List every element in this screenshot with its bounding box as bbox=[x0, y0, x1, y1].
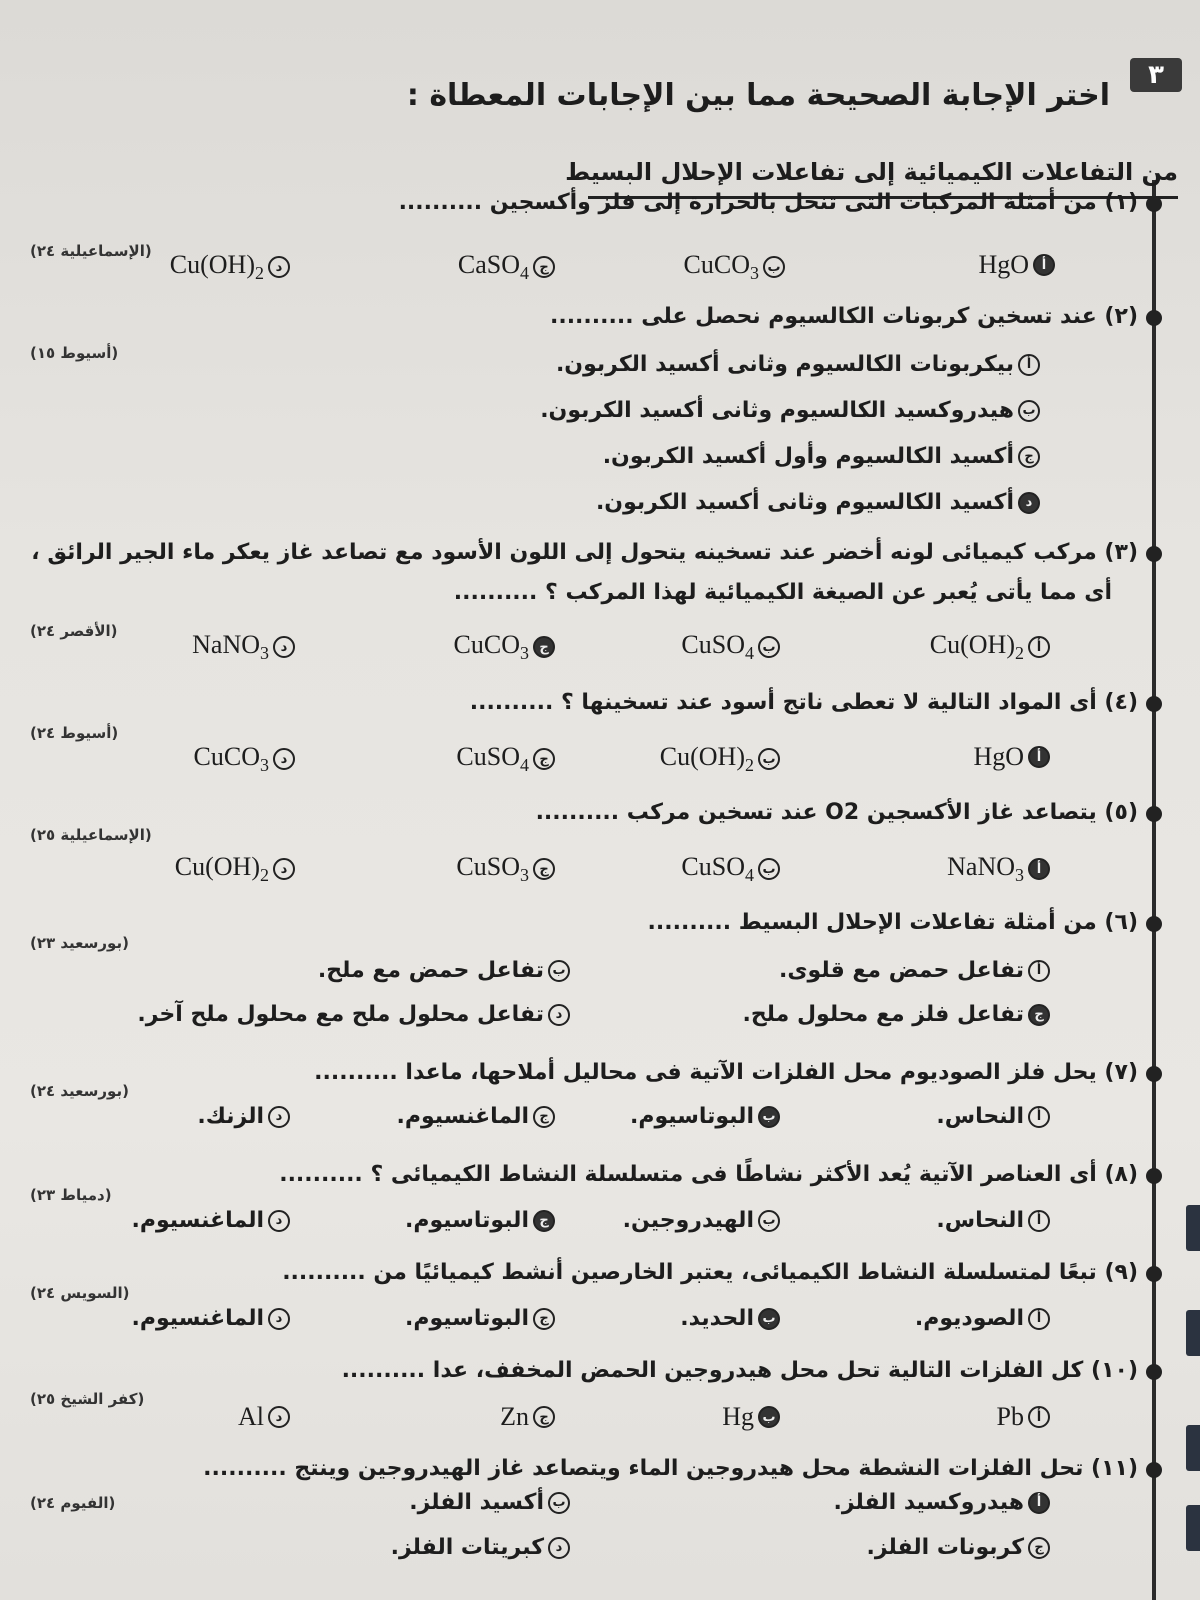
option-marker[interactable]: د bbox=[268, 1406, 290, 1428]
question-source: (الإسماعيلية ٢٥) bbox=[30, 826, 152, 844]
answer-option[interactable] bbox=[132, 1306, 290, 1331]
option-text: النحاس. bbox=[936, 1208, 1024, 1233]
question-text: (١) من أمثلة المركبات التى تنحل بالحرارة إلى فلز وأكسجين .......... bbox=[398, 190, 1138, 215]
question-bullet bbox=[1146, 196, 1162, 212]
answer-option[interactable] bbox=[915, 1306, 1050, 1331]
option-text: هيدروكسيد الكالسيوم وثانى أكسيد الكربون. bbox=[540, 398, 1014, 423]
option-text: أكسيد الكالسيوم وأول أكسيد الكربون. bbox=[602, 444, 1014, 469]
question-source: (الفيوم ٢٤) bbox=[30, 1494, 116, 1512]
exercise-title: اختر الإجابة الصحيحة مما بين الإجابات المعطاة : bbox=[406, 78, 1110, 113]
option-text: الماغنسيوم. bbox=[131, 1208, 264, 1233]
answer-option[interactable] bbox=[997, 1402, 1050, 1432]
option-marker[interactable]: أ bbox=[1028, 1492, 1050, 1514]
option-text: تفاعل حمض مع ملح. bbox=[317, 958, 544, 983]
option-marker[interactable]: د bbox=[1018, 492, 1040, 514]
option-text: أكسيد الفلز. bbox=[409, 1490, 544, 1515]
option-text: تفاعل حمض مع قلوى. bbox=[779, 958, 1024, 983]
binding-line bbox=[1152, 180, 1156, 1600]
option-marker[interactable]: أ bbox=[1028, 1308, 1050, 1330]
answer-option[interactable] bbox=[194, 742, 295, 776]
section-title: من التفاعلات الكيميائية إلى تفاعلات الإحلال البسيط bbox=[565, 158, 1178, 186]
option-marker[interactable]: ب bbox=[1018, 400, 1040, 422]
answer-option[interactable] bbox=[660, 742, 780, 776]
answer-option[interactable] bbox=[680, 1306, 780, 1331]
question-text-cont: أى مما يأتى يُعبر عن الصيغة الكيميائية لهذا المركب ؟ .......... bbox=[453, 580, 1112, 605]
option-text: أكسيد الكالسيوم وثانى أكسيد الكربون. bbox=[595, 490, 1014, 515]
page-edge-tab bbox=[1186, 1505, 1200, 1551]
option-text: CuCO$_3$ bbox=[453, 630, 529, 664]
option-text: HgO bbox=[973, 742, 1024, 771]
page-edge-tab bbox=[1186, 1425, 1200, 1471]
question-bullet bbox=[1146, 1266, 1162, 1282]
answer-option[interactable] bbox=[175, 852, 295, 886]
question-text: (١٠) كل الفلزات التالية تحل محل هيدروجين الحمض المخفف، عدا .......... bbox=[341, 1358, 1138, 1383]
exercise-number-badge: ٣ bbox=[1130, 58, 1182, 92]
answer-option[interactable] bbox=[978, 250, 1055, 280]
option-text: البوتاسيوم. bbox=[630, 1104, 754, 1129]
answer-option[interactable] bbox=[742, 1002, 1050, 1027]
answer-option[interactable] bbox=[454, 630, 555, 664]
option-text: $Cu(OH)_2$ bbox=[169, 250, 264, 284]
option-text: Hg bbox=[722, 1402, 754, 1431]
option-text: HgO bbox=[978, 250, 1029, 279]
answer-option[interactable] bbox=[596, 490, 1040, 515]
option-text: الماغنسيوم. bbox=[131, 1306, 264, 1331]
option-marker[interactable]: ب bbox=[758, 858, 780, 880]
option-marker[interactable]: أ bbox=[1028, 636, 1050, 658]
answer-option[interactable] bbox=[947, 852, 1050, 886]
question-bullet bbox=[1146, 1364, 1162, 1380]
question-text: (١١) تحل الفلزات النشطة محل هيدروجين الماء ويتصاعد غاز الهيدروجين وينتج .......... bbox=[203, 1456, 1138, 1481]
option-marker[interactable]: ج bbox=[533, 636, 555, 658]
option-text: كبريتات الفلز. bbox=[390, 1535, 544, 1560]
option-text: البوتاسيوم. bbox=[405, 1306, 529, 1331]
option-text: Al bbox=[238, 1402, 264, 1431]
question-text: (٣) مركب كيميائى لونه أخضر عند تسخينه يتحول إلى اللون الأسود مع تصاعد غاز يعكر ماء الجير الرائق ، bbox=[31, 540, 1138, 565]
option-text: تفاعل فلز مع محلول ملح. bbox=[742, 1002, 1024, 1027]
option-text: تفاعل محلول ملح مع محلول ملح آخر. bbox=[137, 1002, 544, 1027]
page-edge-tab bbox=[1186, 1205, 1200, 1251]
option-marker[interactable]: أ bbox=[1028, 858, 1050, 880]
option-marker[interactable]: أ bbox=[1028, 960, 1050, 982]
question-text: (٩) تبعًا لمتسلسلة النشاط الكيميائى، يعتبر الخارصين أنشط كيميائيًا من .......... bbox=[282, 1260, 1138, 1285]
option-text: NaNO$_3$ bbox=[192, 630, 269, 664]
answer-option[interactable] bbox=[405, 1306, 555, 1331]
option-text: الحديد. bbox=[680, 1306, 754, 1331]
answer-option[interactable] bbox=[936, 1104, 1050, 1129]
answer-option[interactable] bbox=[409, 1490, 570, 1515]
answer-option[interactable] bbox=[132, 1208, 290, 1233]
question-text: (٨) أى العناصر الآتية يُعد الأكثر نشاطًا فى متسلسلة النشاط الكيميائى ؟ .......... bbox=[279, 1162, 1138, 1187]
option-marker[interactable]: ج bbox=[1018, 446, 1040, 468]
question-bullet bbox=[1146, 310, 1162, 326]
answer-option[interactable] bbox=[684, 250, 785, 284]
option-text: $Cu(OH)_2$ bbox=[659, 742, 754, 776]
question-bullet bbox=[1146, 916, 1162, 932]
answer-option[interactable] bbox=[170, 250, 290, 284]
option-text: $Cu(OH)_2$ bbox=[174, 852, 269, 886]
question-source: (كفر الشيخ ٢٥) bbox=[30, 1390, 145, 1408]
question-text: (٥) يتصاعد غاز الأكسجين O2 عند تسخين مركب .......... bbox=[535, 800, 1138, 825]
question-text: (٧) يحل فلز الصوديوم محل الفلزات الآتية فى محاليل أملاحها، ماعدا .......... bbox=[314, 1060, 1138, 1085]
option-marker[interactable]: ج bbox=[533, 256, 555, 278]
answer-option[interactable] bbox=[318, 958, 570, 983]
question-text: (٢) عند تسخين كربونات الكالسيوم نحصل على .......... bbox=[549, 304, 1138, 329]
option-marker[interactable]: أ bbox=[1028, 1106, 1050, 1128]
answer-option[interactable] bbox=[137, 1002, 570, 1027]
option-marker[interactable]: د bbox=[273, 636, 295, 658]
option-text: CuSO$_4$ bbox=[681, 630, 754, 664]
option-marker[interactable]: ج bbox=[1028, 1537, 1050, 1559]
answer-option[interactable] bbox=[556, 352, 1040, 377]
answer-option[interactable] bbox=[197, 1104, 290, 1129]
option-text: البوتاسيوم. bbox=[405, 1208, 529, 1233]
option-text: CuSO$_3$ bbox=[456, 852, 529, 886]
answer-option[interactable] bbox=[681, 630, 780, 664]
option-marker[interactable]: د bbox=[268, 1210, 290, 1232]
option-marker[interactable]: أ bbox=[1033, 254, 1055, 276]
option-marker[interactable]: د bbox=[268, 1106, 290, 1128]
option-marker[interactable]: ج bbox=[533, 1406, 555, 1428]
question-bullet bbox=[1146, 696, 1162, 712]
option-marker[interactable]: ب bbox=[758, 1106, 780, 1128]
option-marker[interactable]: ب bbox=[758, 748, 780, 770]
question-bullet bbox=[1146, 806, 1162, 822]
answer-option[interactable] bbox=[930, 630, 1050, 664]
answer-option[interactable] bbox=[456, 742, 555, 776]
option-marker[interactable]: د bbox=[268, 256, 290, 278]
option-marker[interactable]: د bbox=[548, 1004, 570, 1026]
option-marker[interactable]: د bbox=[548, 1537, 570, 1559]
answer-option[interactable] bbox=[391, 1535, 570, 1560]
option-text: الهيدروجين. bbox=[622, 1208, 754, 1233]
option-marker[interactable]: ج bbox=[533, 1308, 555, 1330]
option-marker[interactable]: د bbox=[273, 748, 295, 770]
option-text: الماغنسيوم. bbox=[396, 1104, 529, 1129]
option-marker[interactable]: أ bbox=[1018, 354, 1040, 376]
option-marker[interactable]: ج bbox=[1028, 1004, 1050, 1026]
answer-option[interactable] bbox=[867, 1535, 1050, 1560]
question-bullet bbox=[1146, 1066, 1162, 1082]
question-source: (أسيوط ٢٤) bbox=[30, 724, 119, 742]
answer-option[interactable] bbox=[238, 1402, 290, 1432]
option-text: CuCO$_3$ bbox=[683, 250, 759, 284]
option-text: $Cu(OH)_2$ bbox=[929, 630, 1024, 664]
option-marker[interactable]: د bbox=[273, 858, 295, 880]
option-marker[interactable]: د bbox=[268, 1308, 290, 1330]
option-text: الزنك. bbox=[197, 1104, 264, 1129]
answer-option[interactable] bbox=[936, 1208, 1050, 1233]
option-text: Zn bbox=[500, 1402, 529, 1431]
question-source: (السويس ٢٤) bbox=[30, 1284, 130, 1302]
answer-option[interactable] bbox=[405, 1208, 555, 1233]
answer-option[interactable] bbox=[192, 630, 295, 664]
option-marker[interactable]: ب bbox=[548, 1492, 570, 1514]
answer-option[interactable] bbox=[397, 1104, 555, 1129]
answer-option[interactable] bbox=[540, 398, 1040, 423]
option-text: CuSO$_4$ bbox=[681, 852, 754, 886]
option-marker[interactable]: أ bbox=[1028, 746, 1050, 768]
answer-option[interactable] bbox=[603, 444, 1040, 469]
question-bullet bbox=[1146, 1168, 1162, 1184]
option-marker[interactable]: ج bbox=[533, 748, 555, 770]
option-text: بيكربونات الكالسيوم وثانى أكسيد الكربون. bbox=[555, 352, 1014, 377]
page-edge-tab bbox=[1186, 1310, 1200, 1356]
option-marker[interactable]: ب bbox=[758, 1406, 780, 1428]
answer-option[interactable] bbox=[973, 742, 1050, 772]
answer-option[interactable] bbox=[681, 852, 780, 886]
answer-option[interactable] bbox=[623, 1208, 780, 1233]
option-text: CuSO$_4$ bbox=[456, 742, 529, 776]
option-text: كربونات الفلز. bbox=[866, 1535, 1024, 1560]
option-marker[interactable]: ب bbox=[763, 256, 785, 278]
answer-option[interactable] bbox=[834, 1490, 1050, 1515]
option-marker[interactable]: ب bbox=[758, 1308, 780, 1330]
answer-option[interactable] bbox=[458, 250, 555, 284]
answer-option[interactable] bbox=[722, 1402, 780, 1432]
option-marker[interactable]: ب bbox=[548, 960, 570, 982]
question-bullet bbox=[1146, 1462, 1162, 1478]
option-marker[interactable]: أ bbox=[1028, 1210, 1050, 1232]
question-text: (٦) من أمثلة تفاعلات الإحلال البسيط .......... bbox=[647, 910, 1138, 935]
option-marker[interactable]: أ bbox=[1028, 1406, 1050, 1428]
question-text: (٤) أى المواد التالية لا تعطى ناتج أسود عند تسخينها ؟ .......... bbox=[469, 690, 1138, 715]
option-marker[interactable]: ج bbox=[533, 858, 555, 880]
question-source: (بورسعيد ٢٣) bbox=[30, 934, 129, 952]
question-source: (الإسماعيلية ٢٤) bbox=[30, 242, 152, 260]
option-marker[interactable]: ب bbox=[758, 1210, 780, 1232]
option-text: CuCO$_3$ bbox=[193, 742, 269, 776]
question-source: (دمياط ٢٣) bbox=[30, 1186, 112, 1204]
question-source: (أسيوط ١٥) bbox=[30, 344, 119, 362]
question-bullet bbox=[1146, 546, 1162, 562]
option-marker[interactable]: ب bbox=[758, 636, 780, 658]
option-marker[interactable]: ج bbox=[533, 1106, 555, 1128]
option-text: النحاس. bbox=[936, 1104, 1024, 1129]
question-source: (الأقصر ٢٤) bbox=[30, 622, 118, 640]
option-text: الصوديوم. bbox=[914, 1306, 1024, 1331]
answer-option[interactable] bbox=[630, 1104, 780, 1129]
question-source: (بورسعيد ٢٤) bbox=[30, 1082, 129, 1100]
option-text: Pb bbox=[996, 1402, 1024, 1431]
answer-option[interactable] bbox=[500, 1402, 555, 1432]
answer-option[interactable] bbox=[456, 852, 555, 886]
option-text: CaSO$_4$ bbox=[457, 250, 529, 284]
option-marker[interactable]: ج bbox=[533, 1210, 555, 1232]
option-text: NaNO$_3$ bbox=[947, 852, 1024, 886]
option-text: هيدروكسيد الفلز. bbox=[833, 1490, 1024, 1515]
answer-option[interactable] bbox=[779, 958, 1050, 983]
